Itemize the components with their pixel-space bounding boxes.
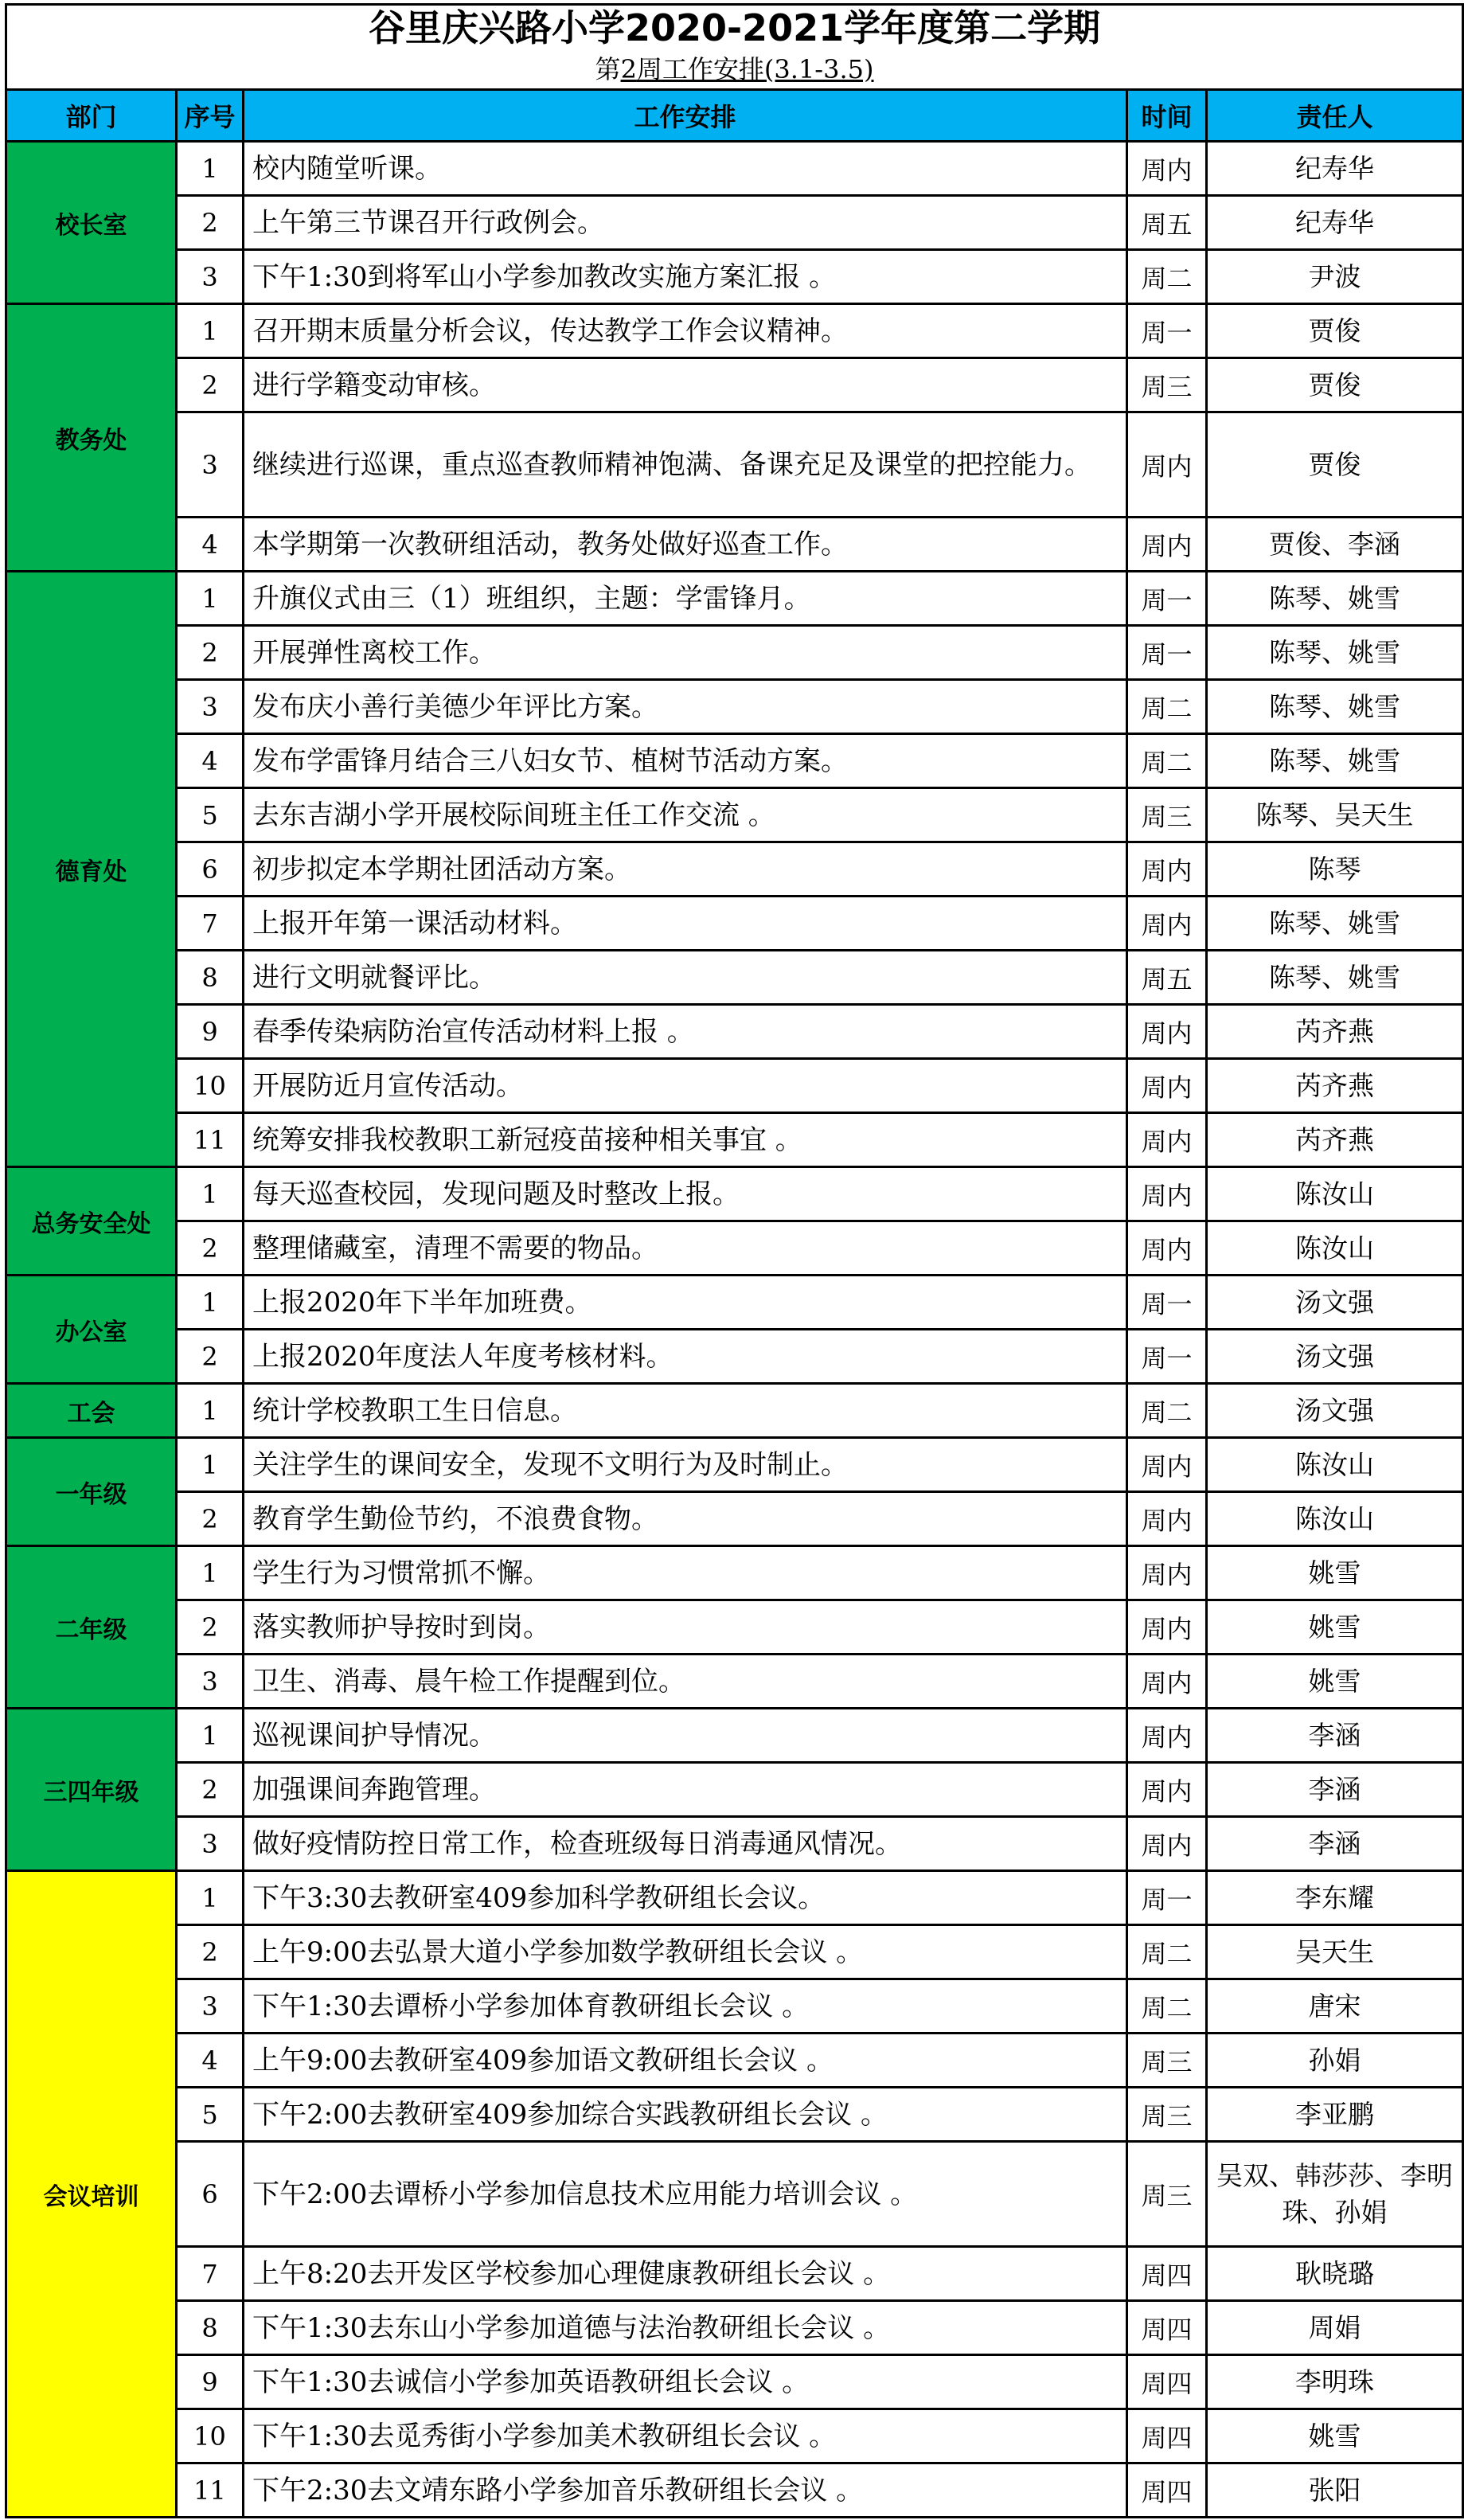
num-cell: 5	[177, 2088, 244, 2142]
person-cell: 李涵	[1207, 1817, 1463, 1871]
num-cell: 6	[177, 842, 244, 897]
task-cell: 发布学雷锋月结合三八妇女节、植树节活动方案。	[244, 734, 1127, 788]
num-cell: 3	[177, 1655, 244, 1709]
header-person: 责任人	[1207, 90, 1463, 142]
person-cell: 陈汝山	[1207, 1167, 1463, 1221]
table-row	[6, 1709, 1463, 1763]
person-cell: 纪寿华	[1207, 196, 1463, 250]
table-header-row	[6, 90, 1463, 142]
person-cell: 李亚鹏	[1207, 2088, 1463, 2142]
num-cell: 7	[177, 897, 244, 951]
num-cell: 2	[177, 1925, 244, 1979]
num-cell: 3	[177, 1979, 244, 2034]
table-row	[6, 2142, 1463, 2247]
num-cell: 2	[177, 1600, 244, 1655]
person-cell: 孙娟	[1207, 2034, 1463, 2088]
num-cell: 9	[177, 1005, 244, 1059]
department-cell: 总务安全处	[6, 1167, 177, 1276]
person-cell: 贾俊、李涵	[1207, 518, 1463, 572]
time-cell: 周三	[1127, 2088, 1207, 2142]
time-cell: 周一	[1127, 304, 1207, 358]
task-cell: 下午1:30去东山小学参加道德与法治教研组长会议 。	[244, 2301, 1127, 2355]
num-cell: 1	[177, 304, 244, 358]
time-cell: 周内	[1127, 1167, 1207, 1221]
table-row	[6, 1871, 1463, 1925]
table-row	[6, 1113, 1463, 1167]
person-cell: 贾俊	[1207, 304, 1463, 358]
num-cell: 2	[177, 1763, 244, 1817]
num-cell: 10	[177, 1059, 244, 1113]
num-cell: 1	[177, 1167, 244, 1221]
num-cell: 8	[177, 2301, 244, 2355]
table-row	[6, 196, 1463, 250]
task-cell: 上午9:00去教研室409参加语文教研组长会议 。	[244, 2034, 1127, 2088]
num-cell: 2	[177, 1221, 244, 1276]
table-row	[6, 142, 1463, 196]
num-cell: 5	[177, 788, 244, 842]
task-cell: 上报2020年下半年加班费。	[244, 1276, 1127, 1330]
num-cell: 6	[177, 2142, 244, 2247]
table-row	[6, 734, 1463, 788]
num-cell: 1	[177, 1709, 244, 1763]
time-cell: 周一	[1127, 1276, 1207, 1330]
time-cell: 周一	[1127, 572, 1207, 626]
person-cell: 贾俊	[1207, 358, 1463, 412]
table-row	[6, 680, 1463, 734]
subtitle-suffix: 周工作安排(3.1-3.5)	[636, 54, 874, 84]
time-cell: 周四	[1127, 2463, 1207, 2518]
task-cell: 下午1:30去觅秀街小学参加美术教研组长会议 。	[244, 2409, 1127, 2463]
time-cell: 周内	[1127, 412, 1207, 518]
task-cell: 继续进行巡课，重点巡查教师精神饱满、备课充足及课堂的把控能力。	[244, 412, 1127, 518]
person-cell: 汤文强	[1207, 1276, 1463, 1330]
person-cell: 唐宋	[1207, 1979, 1463, 2034]
person-cell: 陈琴、姚雪	[1207, 626, 1463, 680]
time-cell: 周五	[1127, 951, 1207, 1005]
time-cell: 周一	[1127, 1330, 1207, 1384]
num-cell: 1	[177, 572, 244, 626]
subtitle-prefix: 第	[595, 54, 621, 84]
department-cell: 德育处	[6, 572, 177, 1167]
person-cell: 陈汝山	[1207, 1221, 1463, 1276]
task-cell: 教育学生勤俭节约，不浪费食物。	[244, 1492, 1127, 1546]
time-cell: 周内	[1127, 1763, 1207, 1817]
time-cell: 周四	[1127, 2247, 1207, 2301]
num-cell: 1	[177, 1276, 244, 1330]
time-cell: 周内	[1127, 897, 1207, 951]
time-cell: 周内	[1127, 1492, 1207, 1546]
time-cell: 周二	[1127, 1925, 1207, 1979]
table-row	[6, 518, 1463, 572]
person-cell: 贾俊	[1207, 412, 1463, 518]
task-cell: 去东吉湖小学开展校际间班主任工作交流 。	[244, 788, 1127, 842]
table-row	[6, 1546, 1463, 1600]
task-cell: 落实教师护导按时到岗。	[244, 1600, 1127, 1655]
page-title: 谷里庆兴路小学2020-2021学年度第二学期	[6, 5, 1463, 51]
table-row	[6, 897, 1463, 951]
num-cell: 1	[177, 1384, 244, 1438]
time-cell: 周一	[1127, 1871, 1207, 1925]
table-row	[6, 2301, 1463, 2355]
person-cell: 陈琴、姚雪	[1207, 951, 1463, 1005]
table-row	[6, 1763, 1463, 1817]
header-num: 序号	[177, 90, 244, 142]
person-cell: 芮齐燕	[1207, 1059, 1463, 1113]
table-row	[6, 2409, 1463, 2463]
page-subtitle	[6, 50, 1463, 90]
num-cell: 9	[177, 2355, 244, 2409]
num-cell: 2	[177, 1492, 244, 1546]
table-row	[6, 788, 1463, 842]
person-cell: 姚雪	[1207, 1655, 1463, 1709]
time-cell: 周一	[1127, 626, 1207, 680]
person-cell: 姚雪	[1207, 1600, 1463, 1655]
time-cell: 周二	[1127, 680, 1207, 734]
person-cell: 陈琴、姚雪	[1207, 897, 1463, 951]
time-cell: 周三	[1127, 2142, 1207, 2247]
num-cell: 3	[177, 1817, 244, 1871]
task-cell: 上午9:00去弘景大道小学参加数学教研组长会议 。	[244, 1925, 1127, 1979]
person-cell: 汤文强	[1207, 1330, 1463, 1384]
person-cell: 耿晓璐	[1207, 2247, 1463, 2301]
table-row	[6, 1817, 1463, 1871]
task-cell: 学生行为习惯常抓不懈。	[244, 1546, 1127, 1600]
num-cell: 1	[177, 1546, 244, 1600]
person-cell: 周娟	[1207, 2301, 1463, 2355]
person-cell: 李涵	[1207, 1709, 1463, 1763]
person-cell: 姚雪	[1207, 1546, 1463, 1600]
person-cell: 陈琴、姚雪	[1207, 734, 1463, 788]
task-cell: 巡视课间护导情况。	[244, 1709, 1127, 1763]
task-cell: 做好疫情防控日常工作，检查班级每日消毒通风情况。	[244, 1817, 1127, 1871]
time-cell: 周四	[1127, 2409, 1207, 2463]
time-cell: 周内	[1127, 142, 1207, 196]
time-cell: 周二	[1127, 1384, 1207, 1438]
num-cell: 1	[177, 142, 244, 196]
department-cell: 一年级	[6, 1438, 177, 1546]
table-row	[6, 2355, 1463, 2409]
task-cell: 下午2:00去谭桥小学参加信息技术应用能力培训会议 。	[244, 2142, 1127, 2247]
table-row	[6, 250, 1463, 304]
num-cell: 4	[177, 518, 244, 572]
person-cell: 芮齐燕	[1207, 1113, 1463, 1167]
time-cell: 周四	[1127, 2355, 1207, 2409]
task-cell: 关注学生的课间安全，发现不文明行为及时制止。	[244, 1438, 1127, 1492]
task-cell: 每天巡查校园，发现问题及时整改上报。	[244, 1167, 1127, 1221]
task-cell: 上午8:20去开发区学校参加心理健康教研组长会议 。	[244, 2247, 1127, 2301]
task-cell: 校内随堂听课。	[244, 142, 1127, 196]
task-cell: 召开期末质量分析会议，传达教学工作会议精神。	[244, 304, 1127, 358]
num-cell: 10	[177, 2409, 244, 2463]
table-row	[6, 2088, 1463, 2142]
time-cell: 周内	[1127, 1059, 1207, 1113]
num-cell: 2	[177, 1330, 244, 1384]
num-cell: 4	[177, 2034, 244, 2088]
person-cell: 汤文强	[1207, 1384, 1463, 1438]
person-cell: 姚雪	[1207, 2409, 1463, 2463]
num-cell: 3	[177, 680, 244, 734]
header-time: 时间	[1127, 90, 1207, 142]
time-cell: 周内	[1127, 1113, 1207, 1167]
person-cell: 李明珠	[1207, 2355, 1463, 2409]
table-row	[6, 2034, 1463, 2088]
table-row	[6, 2463, 1463, 2518]
table-row	[6, 1655, 1463, 1709]
time-cell: 周内	[1127, 1817, 1207, 1871]
person-cell: 李涵	[1207, 1763, 1463, 1817]
table-row	[6, 1384, 1463, 1438]
task-cell: 下午1:30去诚信小学参加英语教研组长会议 。	[244, 2355, 1127, 2409]
time-cell: 周三	[1127, 788, 1207, 842]
table-row	[6, 1600, 1463, 1655]
table-row	[6, 358, 1463, 412]
task-cell: 下午2:00去教研室409参加综合实践教研组长会议 。	[244, 2088, 1127, 2142]
person-cell: 陈琴、姚雪	[1207, 680, 1463, 734]
table-row	[6, 1979, 1463, 2034]
table-row	[6, 2247, 1463, 2301]
header-dept: 部门	[6, 90, 177, 142]
person-cell: 吴天生	[1207, 1925, 1463, 1979]
table-row	[6, 1438, 1463, 1492]
task-cell: 上午第三节课召开行政例会。	[244, 196, 1127, 250]
time-cell: 周内	[1127, 1221, 1207, 1276]
num-cell: 2	[177, 196, 244, 250]
task-cell: 下午3:30去教研室409参加科学教研组长会议。	[244, 1871, 1127, 1925]
table-row	[6, 304, 1463, 358]
num-cell: 7	[177, 2247, 244, 2301]
person-cell: 陈琴、吴天生	[1207, 788, 1463, 842]
table-row	[6, 1276, 1463, 1330]
table-row	[6, 572, 1463, 626]
task-cell: 上报2020年度法人年度考核材料。	[244, 1330, 1127, 1384]
task-cell: 下午1:30去谭桥小学参加体育教研组长会议 。	[244, 1979, 1127, 2034]
time-cell: 周内	[1127, 1438, 1207, 1492]
num-cell: 11	[177, 2463, 244, 2518]
time-cell: 周三	[1127, 2034, 1207, 2088]
table-row	[6, 1167, 1463, 1221]
num-cell: 11	[177, 1113, 244, 1167]
num-cell: 4	[177, 734, 244, 788]
person-cell: 尹波	[1207, 250, 1463, 304]
task-cell: 本学期第一次教研组活动，教务处做好巡查工作。	[244, 518, 1127, 572]
task-cell: 整理储藏室，清理不需要的物品。	[244, 1221, 1127, 1276]
task-cell: 开展防近月宣传活动。	[244, 1059, 1127, 1113]
table-row	[6, 951, 1463, 1005]
num-cell: 1	[177, 1438, 244, 1492]
task-cell: 进行学籍变动审核。	[244, 358, 1127, 412]
schedule-sheet	[5, 3, 1462, 2518]
time-cell: 周内	[1127, 1709, 1207, 1763]
department-cell: 二年级	[6, 1546, 177, 1709]
table-row	[6, 1492, 1463, 1546]
time-cell: 周内	[1127, 1546, 1207, 1600]
time-cell: 周内	[1127, 518, 1207, 572]
table-row	[6, 1059, 1463, 1113]
num-cell: 8	[177, 951, 244, 1005]
table-row	[6, 412, 1463, 518]
person-cell: 李东耀	[1207, 1871, 1463, 1925]
num-cell: 2	[177, 358, 244, 412]
department-cell: 校长室	[6, 142, 177, 304]
table-row	[6, 1925, 1463, 1979]
time-cell: 周五	[1127, 196, 1207, 250]
table-row	[6, 1005, 1463, 1059]
time-cell: 周内	[1127, 842, 1207, 897]
time-cell: 周二	[1127, 1979, 1207, 2034]
task-cell: 初步拟定本学期社团活动方案。	[244, 842, 1127, 897]
task-cell: 下午1:30到将军山小学参加教改实施方案汇报 。	[244, 250, 1127, 304]
department-cell: 办公室	[6, 1276, 177, 1384]
person-cell: 陈汝山	[1207, 1438, 1463, 1492]
table-row	[6, 1221, 1463, 1276]
task-cell: 进行文明就餐评比。	[244, 951, 1127, 1005]
num-cell: 2	[177, 626, 244, 680]
time-cell: 周二	[1127, 734, 1207, 788]
task-cell: 升旗仪式由三（1）班组织，主题：学雷锋月。	[244, 572, 1127, 626]
person-cell: 张阳	[1207, 2463, 1463, 2518]
task-cell: 加强课间奔跑管理。	[244, 1763, 1127, 1817]
department-cell: 三四年级	[6, 1709, 177, 1871]
time-cell: 周内	[1127, 1655, 1207, 1709]
time-cell: 周二	[1127, 250, 1207, 304]
department-cell: 教务处	[6, 304, 177, 572]
person-cell: 陈琴	[1207, 842, 1463, 897]
schedule-table	[5, 3, 1464, 2518]
task-cell: 春季传染病防治宣传活动材料上报 。	[244, 1005, 1127, 1059]
person-cell: 陈汝山	[1207, 1492, 1463, 1546]
task-cell: 卫生、消毒、晨午检工作提醒到位。	[244, 1655, 1127, 1709]
person-cell: 芮齐燕	[1207, 1005, 1463, 1059]
department-cell: 工会	[6, 1384, 177, 1438]
person-cell: 陈琴、姚雪	[1207, 572, 1463, 626]
time-cell: 周内	[1127, 1600, 1207, 1655]
time-cell: 周三	[1127, 358, 1207, 412]
table-row	[6, 1330, 1463, 1384]
department-cell: 会议培训	[6, 1871, 177, 2518]
task-cell: 开展弹性离校工作。	[244, 626, 1127, 680]
num-cell: 3	[177, 412, 244, 518]
num-cell: 1	[177, 1871, 244, 1925]
table-row	[6, 842, 1463, 897]
task-cell: 下午2:30去文靖东路小学参加音乐教研组长会议 。	[244, 2463, 1127, 2518]
header-task: 工作安排	[244, 90, 1127, 142]
table-row	[6, 626, 1463, 680]
num-cell: 3	[177, 250, 244, 304]
task-cell: 上报开年第一课活动材料。	[244, 897, 1127, 951]
subtitle-week: 2	[620, 54, 637, 84]
person-cell: 纪寿华	[1207, 142, 1463, 196]
task-cell: 统筹安排我校教职工新冠疫苗接种相关事宜 。	[244, 1113, 1127, 1167]
time-cell: 周内	[1127, 1005, 1207, 1059]
person-cell: 吴双、韩莎莎、李明珠、孙娟	[1207, 2142, 1463, 2247]
task-cell: 发布庆小善行美德少年评比方案。	[244, 680, 1127, 734]
task-cell: 统计学校教职工生日信息。	[244, 1384, 1127, 1438]
time-cell: 周四	[1127, 2301, 1207, 2355]
